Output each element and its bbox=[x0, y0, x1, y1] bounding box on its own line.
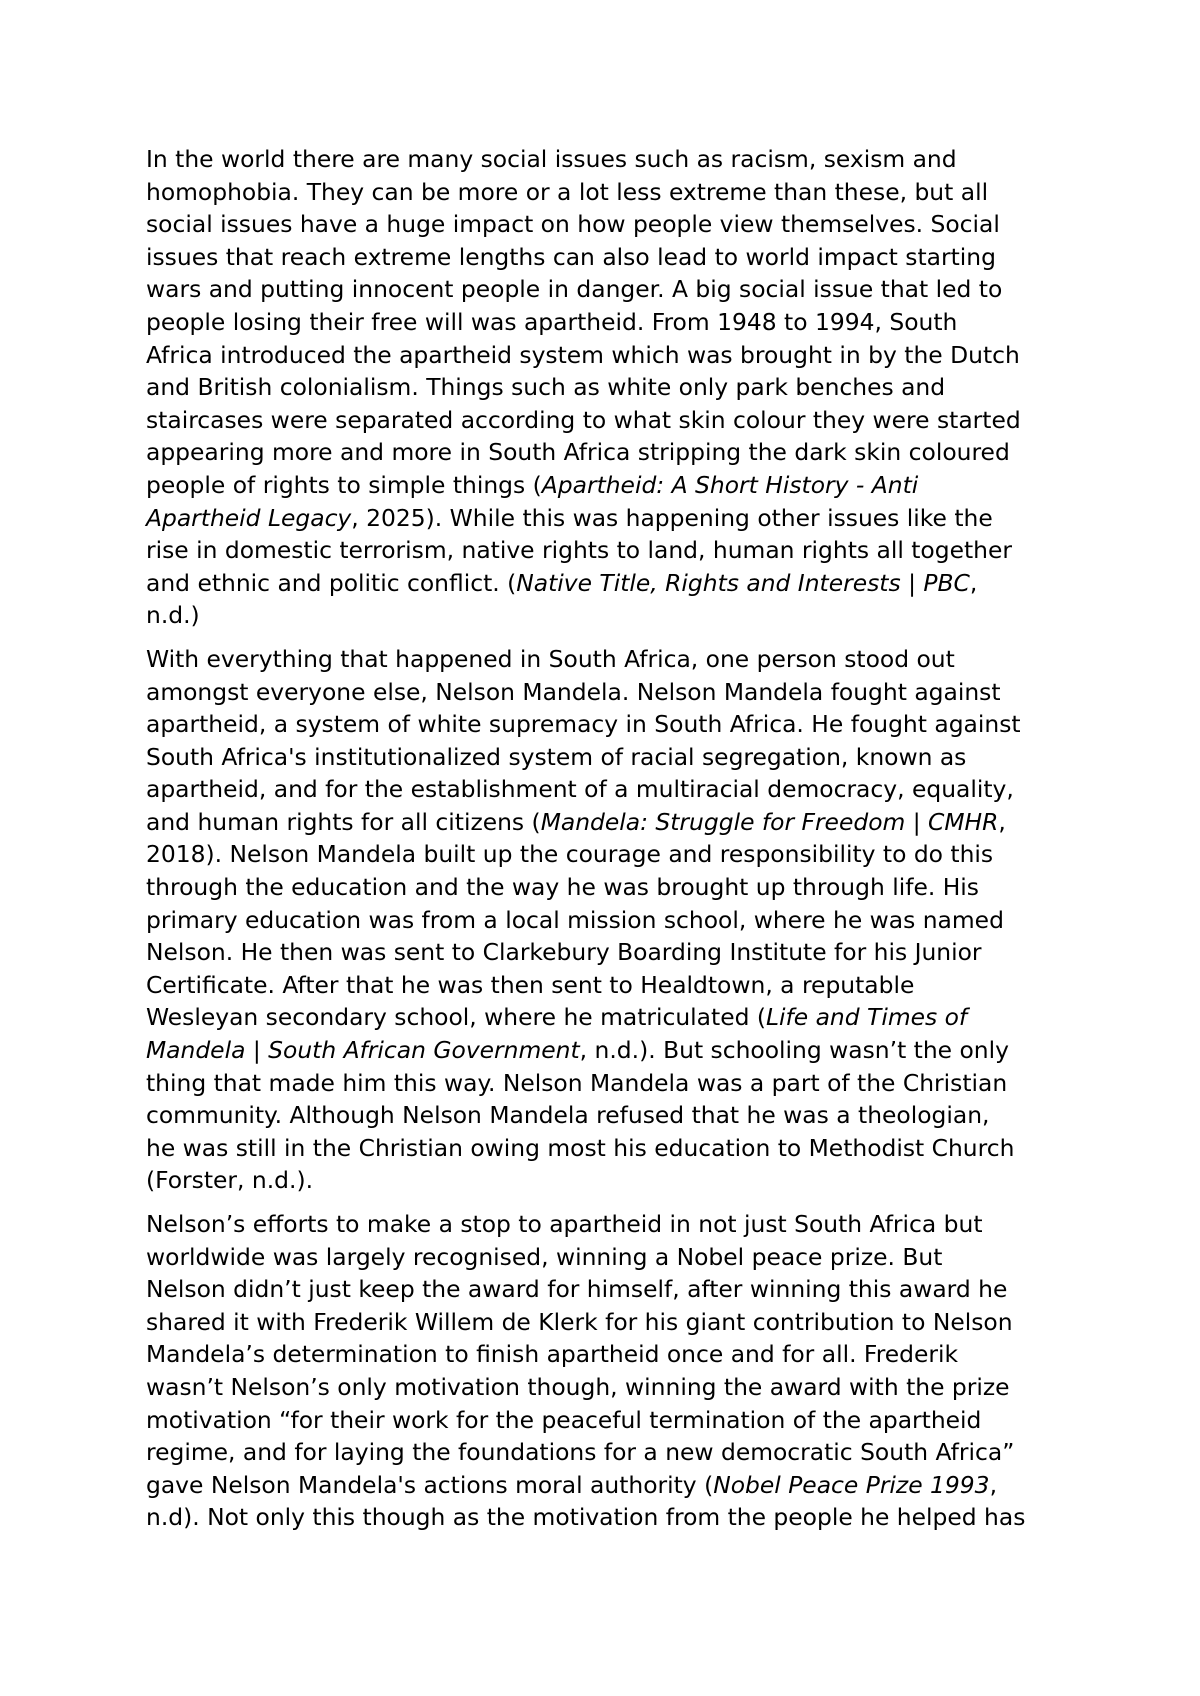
text-run: Nelson’s efforts to make a stop to apartheid in not just South Africa but bbox=[146, 1210, 983, 1238]
text-run: apartheid, a system of white supremacy in South Africa. He fought against bbox=[146, 710, 1021, 739]
text-line bbox=[146, 741, 1076, 774]
text-run: wars and putting innocent people in danger. A big social issue that led to bbox=[146, 275, 1003, 304]
text-line bbox=[146, 1208, 1076, 1241]
document-body bbox=[146, 143, 1076, 1545]
text-line bbox=[146, 208, 1076, 241]
text-line bbox=[146, 643, 1076, 676]
text-run: motivation “for their work for the peaceful termination of the apartheid bbox=[146, 1405, 982, 1434]
text-run: Certificate. After that he was then sent to Healdtown, a reputable bbox=[146, 970, 915, 999]
text-line bbox=[146, 176, 1076, 209]
text-line bbox=[146, 1306, 1076, 1339]
text-line bbox=[146, 1164, 1076, 1197]
text-line bbox=[146, 1501, 1076, 1534]
text-run: n.d.) bbox=[146, 601, 200, 630]
citation-title: Nobel Peace Prize 1993 bbox=[713, 1470, 990, 1499]
text-run: worldwide was largely recognised, winning a Nobel peace prize. But bbox=[146, 1242, 943, 1271]
text-line bbox=[146, 273, 1076, 306]
text-run: through the education and the way he was brought up through life. His bbox=[146, 873, 979, 902]
text-line bbox=[146, 1067, 1076, 1100]
text-run: and ethnic and politic conflict. ( bbox=[146, 568, 517, 597]
text-run: In the world there are many social issues such as racism, sexism and bbox=[146, 145, 957, 173]
text-line bbox=[146, 241, 1076, 274]
text-line bbox=[146, 838, 1076, 871]
text-line bbox=[146, 1241, 1076, 1274]
text-run: apartheid, and for the establishment of a multiracial democracy, equality, bbox=[146, 775, 1014, 804]
text-run: , n.d.). But schooling wasn’t the only bbox=[579, 1036, 1009, 1065]
citation-title: Apartheid Legacy bbox=[146, 503, 352, 532]
text-run: issues that reach extreme lengths can also lead to world impact starting bbox=[146, 242, 996, 271]
text-run: staircases were separated according to what skin colour they were started bbox=[146, 405, 1021, 434]
text-line bbox=[146, 871, 1076, 904]
text-line bbox=[146, 1034, 1076, 1067]
text-line bbox=[146, 1371, 1076, 1404]
text-line bbox=[146, 1338, 1076, 1371]
text-line bbox=[146, 534, 1076, 567]
paragraph bbox=[146, 643, 1076, 1197]
text-line bbox=[146, 567, 1076, 600]
paragraph bbox=[146, 1208, 1076, 1534]
text-run: and British colonialism. Things such as white only park benches and bbox=[146, 373, 946, 402]
text-line bbox=[146, 306, 1076, 339]
text-run: community. Although Nelson Mandela refused that he was a theologian, bbox=[146, 1101, 990, 1130]
text-line bbox=[146, 969, 1076, 1002]
text-run: appearing more and more in South Africa stripping the dark skin coloured bbox=[146, 438, 1010, 467]
text-run: , 2025). While this was happening other issues like the bbox=[351, 503, 993, 532]
text-line bbox=[146, 806, 1076, 839]
text-run: Wesleyan secondary school, where he matriculated ( bbox=[146, 1003, 766, 1032]
citation-title: Native Title, Rights and Interests | PBC bbox=[516, 568, 970, 597]
text-run: primary education was from a local mission school, where he was named bbox=[146, 905, 1004, 934]
text-run: regime, and for laying the foundations for a new democratic South Africa” bbox=[146, 1438, 1015, 1467]
text-run: South Africa's institutionalized system of racial segregation, known as bbox=[146, 742, 967, 771]
citation-title: Mandela: Struggle for Freedom | CMHR bbox=[540, 807, 999, 836]
text-run: Mandela’s determination to finish apartheid once and for all. Frederik bbox=[146, 1340, 959, 1369]
text-line bbox=[146, 1469, 1076, 1502]
text-line bbox=[146, 404, 1076, 437]
text-run: 2018). Nelson Mandela built up the courage and responsibility to do this bbox=[146, 840, 994, 869]
citation-title: Mandela | South African Government bbox=[146, 1036, 580, 1065]
text-line bbox=[146, 371, 1076, 404]
text-run: , bbox=[989, 1470, 998, 1499]
text-line bbox=[146, 436, 1076, 469]
text-run: Nelson. He then was sent to Clarkebury Boarding Institute for his Junior bbox=[146, 938, 982, 967]
text-line bbox=[146, 708, 1076, 741]
text-run: wasn’t Nelson’s only motivation though, winning the award with the prize bbox=[146, 1372, 1010, 1401]
text-run: Nelson didn’t just keep the award for himself, after winning this award he bbox=[146, 1275, 1008, 1304]
text-run: rise in domestic terrorism, native rights to land, human rights all together bbox=[146, 536, 1012, 565]
text-run: thing that made him this way. Nelson Mandela was a part of the Christian bbox=[146, 1068, 1008, 1097]
text-line bbox=[146, 1273, 1076, 1306]
text-line bbox=[146, 1001, 1076, 1034]
text-line bbox=[146, 936, 1076, 969]
text-line bbox=[146, 143, 1076, 176]
text-run: shared it with Frederik Willem de Klerk for his giant contribution to Nelson bbox=[146, 1307, 1013, 1336]
text-line bbox=[146, 773, 1076, 806]
text-run: Africa introduced the apartheid system which was brought in by the Dutch bbox=[146, 340, 1020, 369]
text-run: gave Nelson Mandela's actions moral authority ( bbox=[146, 1470, 714, 1499]
text-run: homophobia. They can be more or a lot less extreme than these, but all bbox=[146, 177, 989, 206]
text-run: With everything that happened in South Africa, one person stood out bbox=[146, 644, 955, 673]
text-run: he was still in the Christian owing most his education to Methodist Church bbox=[146, 1133, 1015, 1162]
text-run: (Forster, n.d.). bbox=[146, 1166, 314, 1195]
text-run: n.d). Not only this though as the motivation from the people he helped has bbox=[146, 1503, 1026, 1532]
text-line bbox=[146, 469, 1076, 502]
text-run: people of rights to simple things ( bbox=[146, 470, 542, 499]
text-line bbox=[146, 1404, 1076, 1437]
text-run: people losing their free will was apartheid. From 1948 to 1994, South bbox=[146, 307, 958, 336]
text-run: social issues have a huge impact on how people view themselves. Social bbox=[146, 210, 1000, 239]
text-line bbox=[146, 502, 1076, 535]
text-line bbox=[146, 1099, 1076, 1132]
text-run: and human rights for all citizens ( bbox=[146, 807, 541, 836]
citation-title: Life and Times of bbox=[766, 1003, 968, 1032]
text-line bbox=[146, 1436, 1076, 1469]
text-line bbox=[146, 599, 1076, 632]
text-line bbox=[146, 676, 1076, 709]
text-run: amongst everyone else, Nelson Mandela. Nelson Mandela fought against bbox=[146, 677, 1001, 706]
text-line bbox=[146, 1132, 1076, 1165]
citation-title: Apartheid: A Short History - Anti bbox=[541, 470, 919, 499]
text-run: , bbox=[998, 807, 1006, 836]
paragraph bbox=[146, 143, 1076, 632]
text-line bbox=[146, 904, 1076, 937]
text-run: , bbox=[969, 568, 978, 597]
text-line bbox=[146, 339, 1076, 372]
